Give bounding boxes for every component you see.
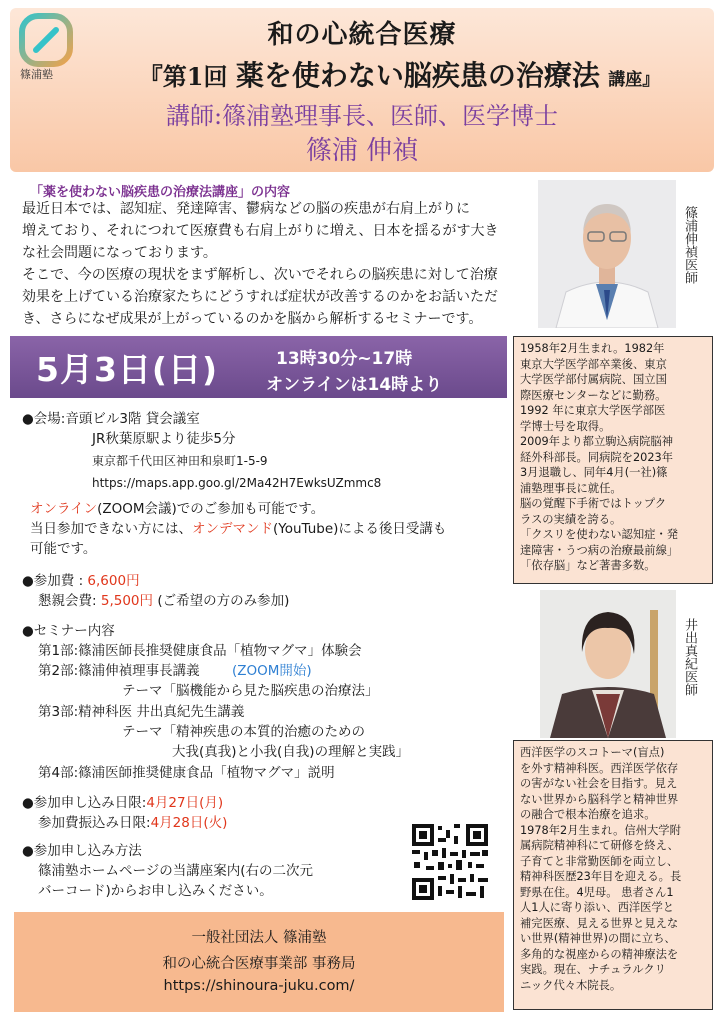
party-note: (ご希望の方のみ参加) xyxy=(157,593,290,609)
online-time: オンラインは14時より xyxy=(266,375,443,395)
lecturer-line: 講師:篠浦塾理事長、医師、医学博士 xyxy=(165,102,559,130)
venue-access: JR秋葉原駅より徒歩5分 xyxy=(92,431,236,447)
bio-line: 1978年2月生まれ。信州大学附 xyxy=(520,823,681,837)
apply-method-line: 篠浦塾ホームページの当講座案内(右の二次元 xyxy=(38,863,313,879)
event-date: 5月3日(日) xyxy=(36,350,219,389)
footer-office: 和の心統合医療事業部 事務局 xyxy=(162,956,356,972)
bio-line: 西洋医学のスコトーマ(盲点) xyxy=(520,746,665,759)
course-title-main: 薬を使わない脳疾患の治療法 xyxy=(235,59,600,92)
intro-line: 最近日本では、認知症、発達障害、鬱病などの脳の疾患が右肩上がりに xyxy=(22,201,470,217)
bio-line: 大学医学部付属病院、国立国 xyxy=(520,373,667,386)
bio-line: ラスの実績を誇る。 xyxy=(520,512,622,526)
footer-org: 一般社団法人 篠浦塾 xyxy=(191,930,327,946)
apply-method-title: ●参加申し込み方法 xyxy=(22,843,142,859)
payment-deadline xyxy=(38,814,227,833)
bio-line: 学博士号を取得。 xyxy=(520,419,611,433)
bio-line: を外す精神科医。西洋医学依存 xyxy=(520,761,679,775)
doctor2-bio xyxy=(513,740,713,1010)
logo-label: 篠浦塾 xyxy=(20,68,53,81)
bio-line: 1992 年に東京大学医学部医 xyxy=(520,404,666,417)
bio-line: 属病院精神科にて研修を終え、 xyxy=(520,839,679,852)
party-fee-line xyxy=(38,592,289,611)
party-label: 懇親会費: xyxy=(38,593,97,609)
online-text: (YouTube)による後日受講も xyxy=(273,521,447,537)
apply-deadline-label: ●参加申し込み日限: xyxy=(22,795,147,811)
party-value: 5,500円 xyxy=(100,593,154,609)
course-title xyxy=(84,54,714,94)
fee-line xyxy=(22,572,140,591)
footer-url-link[interactable]: https://shinoura-juku.com/ xyxy=(163,978,355,994)
program-part-3-theme-cont: 大我(真我)と小我(自我)の理解と実践」 xyxy=(172,744,410,760)
bio-line: ニック代々木院長。 xyxy=(520,978,622,992)
venue-map-link[interactable]: https://maps.app.goo.gl/2Ma42H7EwksUZmmc8 xyxy=(92,476,382,490)
apply-method-line: バーコード)からお申し込みください。 xyxy=(38,883,273,899)
org-title: 和の心統合医療 xyxy=(267,20,457,50)
doctor2-photo xyxy=(540,590,676,738)
bio-line: 脳の覚醒下手術ではトップク xyxy=(520,497,667,510)
online-line-3: 可能です。 xyxy=(30,541,97,557)
bio-line: 「クスリを使わない認知症・発 xyxy=(520,528,679,541)
doctor1-photo xyxy=(538,180,676,328)
bio-line: ない世界から脳科学と精神世界 xyxy=(520,792,679,806)
bio-line: 補完医療、見える世界と見えな xyxy=(520,916,679,930)
program-part-2-theme: テーマ「脳機能から見た脳疾患の治療法」 xyxy=(122,683,379,699)
bio-line: 達障害・うつ病の治療最前線」 xyxy=(520,543,679,557)
online-text: (ZOOM会議)でのご参加も可能です。 xyxy=(97,501,325,517)
bio-line: 経外科部長。同病院を2023年 xyxy=(520,450,674,464)
intro-line: き、さらになぜ成果が上がっているのかを脳から解析するセミナーです。 xyxy=(22,311,483,327)
bio-line: 「依存脳」など著書多数。 xyxy=(520,559,656,572)
fee-value: 6,600円 xyxy=(87,573,140,589)
intro-text xyxy=(22,198,522,330)
intro-line: 増えており、それにつれて医療費も右肩上がりに増え、日本を揺るがす大き xyxy=(22,223,499,239)
ondemand-label: オンデマンド xyxy=(192,521,273,537)
intro-line: 効果を上げている治療家たちにどうすれば症状が改善するのかをお話いただ xyxy=(22,289,498,305)
bio-line: 野県在住。4児母。 患者さん1 xyxy=(520,885,674,899)
bio-line: 3月退職し、同年4月(一社)篠 xyxy=(520,466,668,479)
bio-line: 子育てと非常勤医師を両立し、 xyxy=(520,854,679,868)
program-title: ●セミナー内容 xyxy=(22,623,115,639)
qr-code[interactable] xyxy=(410,822,490,902)
bio-line: 浦塾理事長に就任。 xyxy=(520,481,622,495)
program-part-4: 第4部:篠浦医師推奨健康食品「植物マグマ」説明 xyxy=(38,765,335,781)
zoom-start-label: (ZOOM開始) xyxy=(231,663,312,679)
bio-line: の害がない社会を目指す。見え xyxy=(520,777,678,790)
doctor1-caption: 篠浦伸禎医師 xyxy=(682,206,697,284)
bio-line: 際医療センターなどに勤務。 xyxy=(520,388,667,402)
online-label: オンライン xyxy=(30,501,98,517)
bio-line: 東京大学医学部卒業後、東京 xyxy=(520,357,667,371)
bio-line: い世界(精神世界)の間に立ち、 xyxy=(520,932,676,945)
bio-line: 精神科医歴23年目を迎える。長 xyxy=(520,870,682,883)
bio-line: 実践。現在、ナチュラルクリ xyxy=(520,963,666,976)
payment-deadline-date: 4月28日(火) xyxy=(150,815,228,831)
intro-line: そこで、今の医療の現状をまず解析し、次いでそれらの脳疾患に対して治療 xyxy=(22,267,498,283)
bio-line: の融合で根本治療を追求。 xyxy=(520,808,656,821)
bio-line: 2009年より都立駒込病院脳神 xyxy=(520,435,674,448)
fee-label: ●参加費 : xyxy=(22,573,84,589)
event-time: 13時30分~17時 xyxy=(276,349,413,369)
bio-line: 人1人に寄り添い、西洋医学と xyxy=(520,901,675,914)
apply-deadline-date: 4月27日(月) xyxy=(146,795,224,811)
online-line-1 xyxy=(30,500,324,519)
lecturer-name: 篠浦 伸禎 xyxy=(305,136,419,166)
program-part-2-text: 第2部:篠浦伸禎理事長講義 xyxy=(38,663,200,679)
intro-title: 「薬を使わない脳疾患の治療法講座」の内容 xyxy=(30,185,291,200)
program-part-2 xyxy=(38,662,312,681)
course-title-prefix: 『第1回 xyxy=(138,62,228,91)
program-part-1: 第1部:篠浦医師長推奨健康食品「植物マグマ」体験会 xyxy=(38,643,362,659)
doctor2-caption: 井出真紀医師 xyxy=(682,618,697,696)
venue-line: ●会場:音頭ビル3階 貸会議室 xyxy=(22,411,200,427)
program-part-3-theme: テーマ「精神疾患の本質的治癒のための xyxy=(122,724,365,740)
online-text: 当日参加できない方には、 xyxy=(30,521,192,537)
program-part-3: 第3部:精神科医 井出真紀先生講義 xyxy=(38,704,245,720)
bio-line: 1958年2月生まれ。1982年 xyxy=(520,342,665,355)
doctor1-bio xyxy=(513,336,713,584)
course-title-suffix: 講座』 xyxy=(608,70,660,90)
venue-address: 東京都千代田区神田和泉町1-5-9 xyxy=(92,454,268,468)
bio-line: 多角的な視座からの精神療法を xyxy=(520,947,679,961)
payment-deadline-label: 参加費振込み日限: xyxy=(38,815,151,831)
intro-line: な社会問題になっております。 xyxy=(22,245,217,261)
apply-deadline xyxy=(22,794,223,813)
online-line-2 xyxy=(30,520,446,539)
